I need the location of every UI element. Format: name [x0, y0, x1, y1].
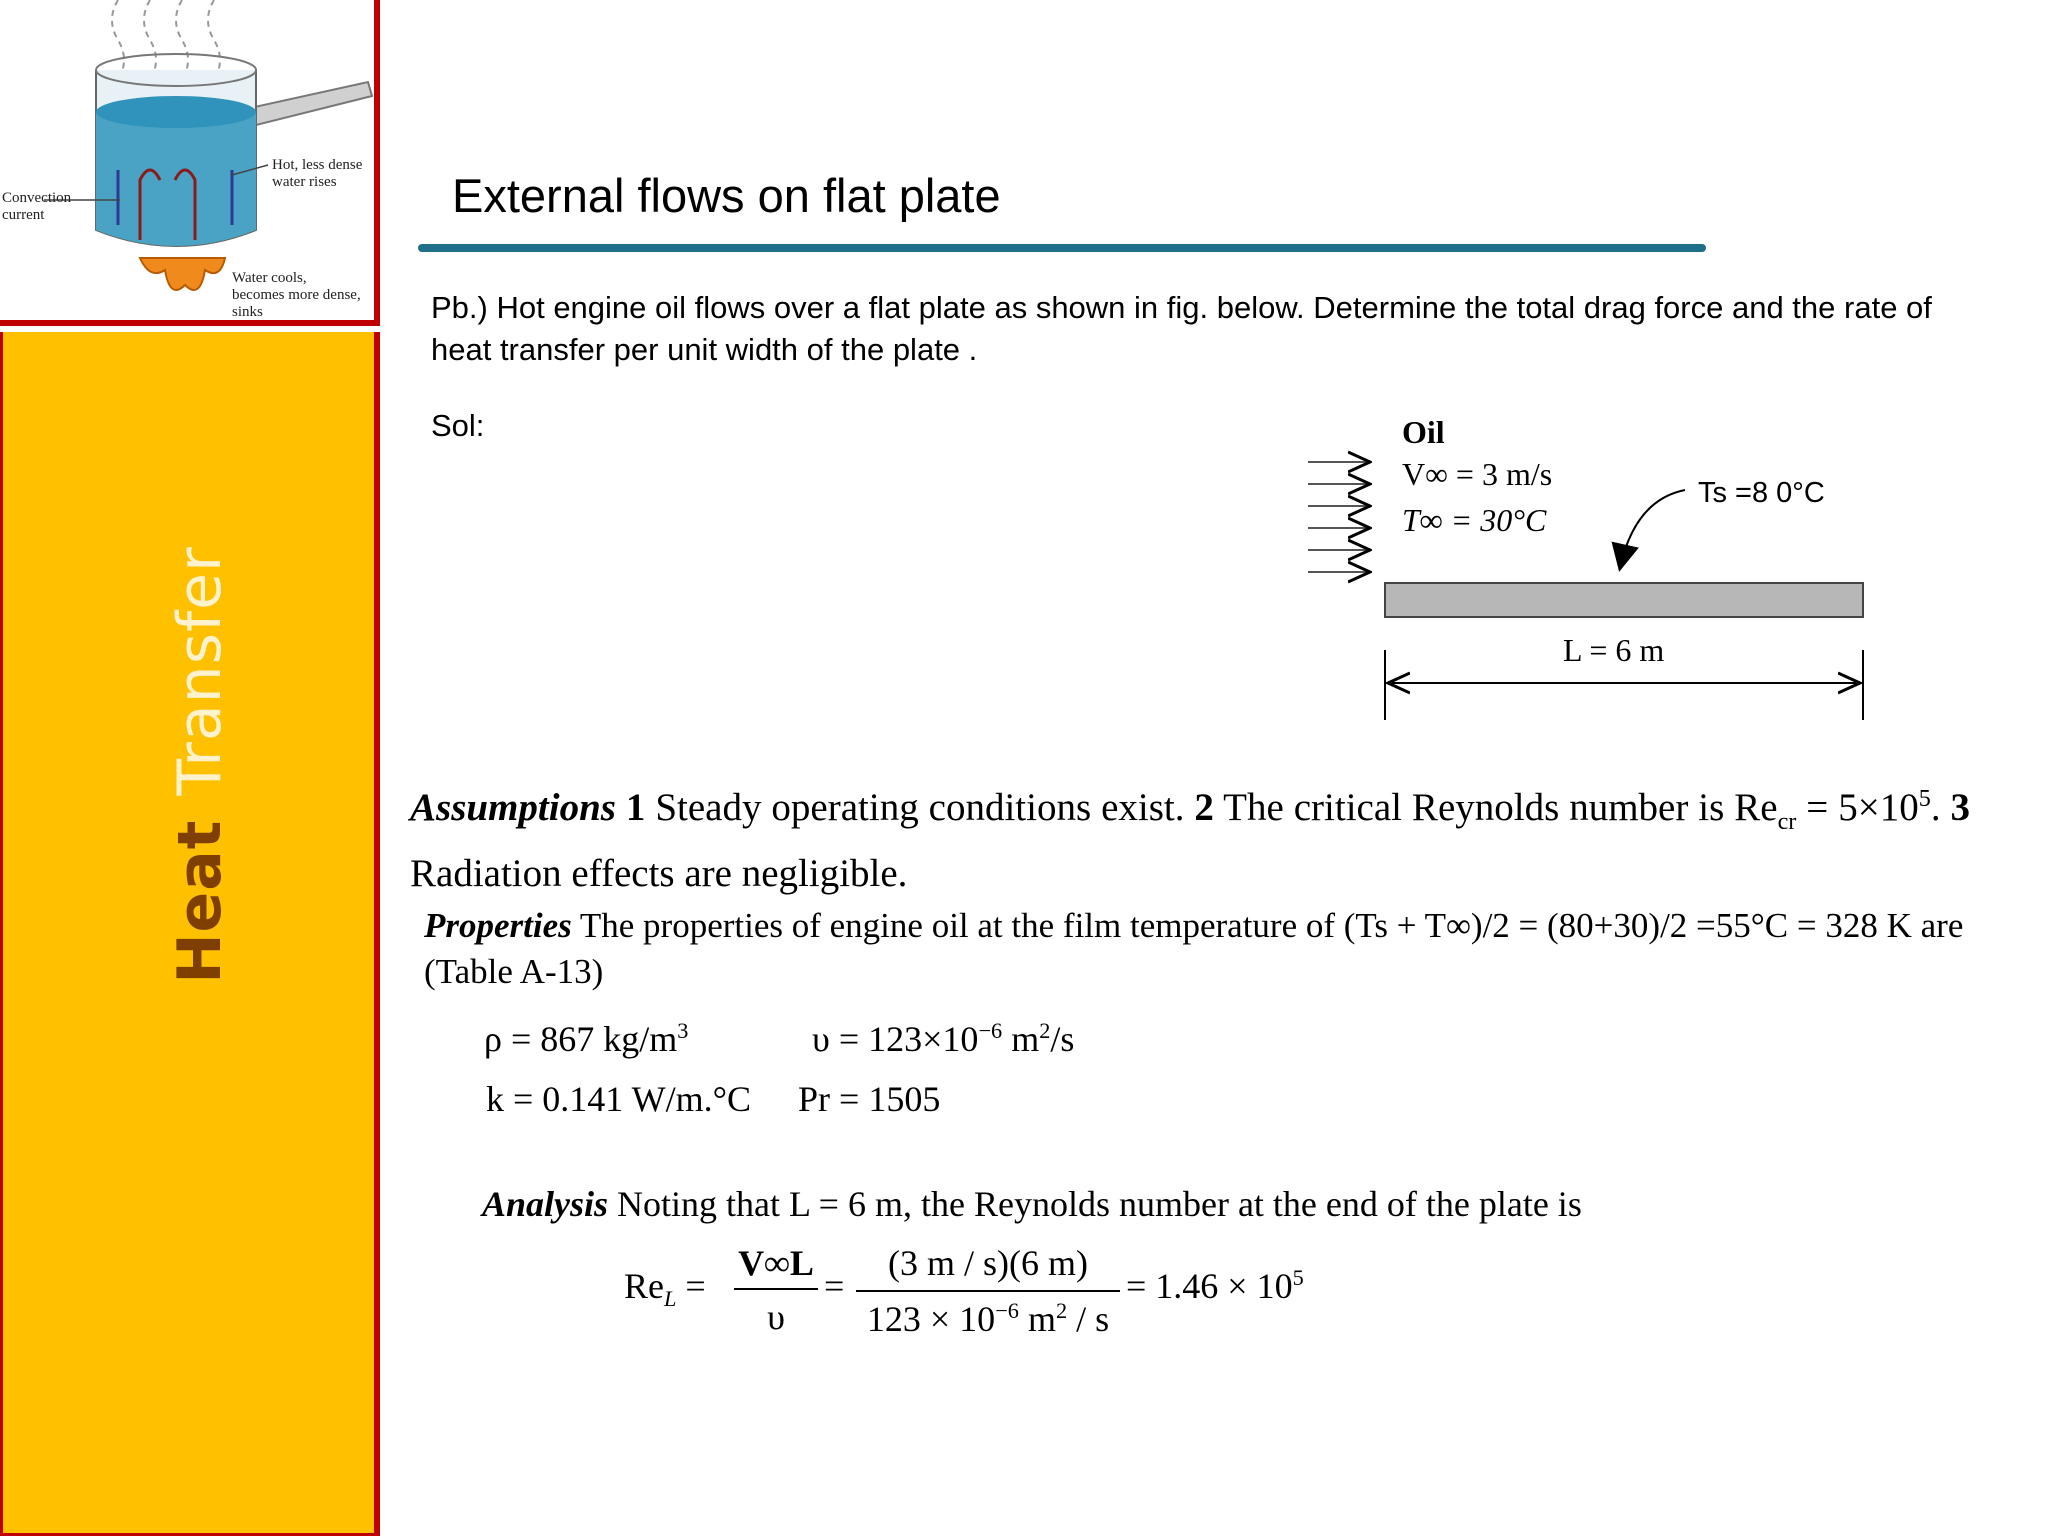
- cool-water-label: Water cools, becomes more dense, sinks: [232, 270, 361, 320]
- denominator-exponent: −6: [995, 1298, 1019, 1323]
- assumptions-heading: Assumptions: [410, 786, 616, 829]
- assumption-1-text: Steady operating conditions exist.: [645, 786, 1195, 829]
- density-value: [484, 1018, 688, 1060]
- assumption-2-text: The critical Reynolds number is Re: [1213, 786, 1778, 829]
- sidebar-title-word-heat: Heat: [165, 819, 235, 984]
- denominator-unit: m: [1018, 1299, 1056, 1339]
- reynolds-result: [1126, 1265, 1304, 1307]
- flat-plate: [1385, 583, 1863, 617]
- analysis-text: Noting that L = 6 m, the Reynolds number at the end of the plate is: [608, 1184, 1582, 1224]
- solution-label: Sol:: [431, 408, 485, 443]
- assumption-2-exponent: 5: [1918, 785, 1931, 812]
- assumption-number-3: 3: [1950, 786, 1971, 829]
- sidebar-course-title: [165, 546, 235, 983]
- convection-pot-illustration: [0, 0, 380, 326]
- properties-text: The properties of engine oil at the film temperature of (Ts + T∞)/2 = (80+30)/2 =55°C = 328 K are (Table A-13): [424, 906, 1964, 991]
- fraction-1-denominator: υ: [767, 1297, 785, 1337]
- denominator-coefficient: 123 × 10: [866, 1299, 996, 1339]
- analysis-paragraph: [482, 1183, 1582, 1225]
- properties-paragraph: [424, 903, 1984, 995]
- density-exponent: 3: [677, 1018, 689, 1043]
- fraction-2-numerator: (3 m / s)(6 m): [888, 1243, 1088, 1283]
- assumption-number-2: 2: [1194, 786, 1214, 829]
- assumption-2-end: .: [1930, 786, 1951, 829]
- viscosity-exponent: −6: [978, 1018, 1003, 1043]
- fraction-2-denominator: [856, 1298, 1120, 1340]
- viscosity-unit-exponent: 2: [1039, 1018, 1051, 1043]
- denominator-unit-exponent: 2: [1055, 1298, 1068, 1323]
- assumption-2-subscript: cr: [1777, 807, 1797, 835]
- properties-heading: Properties: [424, 906, 572, 945]
- reynolds-lhs: $Re_L$ =: [624, 1266, 706, 1312]
- result-exponent: 5: [1292, 1265, 1304, 1290]
- slide-title: External flows on flat plate: [452, 169, 1001, 222]
- equals-sign: =: [824, 1266, 845, 1306]
- fraction-2-bar: [856, 1290, 1120, 1292]
- prandtl-number-value: Pr = 1505: [798, 1079, 941, 1119]
- viscosity-unit-end: /s: [1050, 1019, 1075, 1059]
- velocity-label: V∞ = 3 m/s: [1402, 456, 1553, 492]
- thermal-conductivity-value: k = 0.141 W/m.°C: [486, 1079, 752, 1119]
- result-text: = 1.46 × 10: [1126, 1266, 1293, 1306]
- convection-current-label: Convection current: [2, 190, 72, 223]
- fraction-1-bar: [734, 1288, 818, 1290]
- fluid-label: Oil: [1402, 414, 1445, 450]
- sidebar-title-word-transfer: Transfer: [165, 546, 235, 796]
- plate-length-label: L = 6 m: [1563, 632, 1665, 668]
- reynolds-subscript: L: [664, 1286, 677, 1312]
- freestream-temp-label: T∞ = 30°C: [1402, 502, 1547, 538]
- hot-water-label: Hot, less dense water rises: [272, 157, 363, 190]
- surface-temp-label: Ts =8 0°C: [1698, 477, 1825, 509]
- density-text: ρ = 867 kg/m: [484, 1019, 678, 1059]
- analysis-heading: Analysis: [482, 1184, 609, 1224]
- flow-arrows: [1308, 462, 1368, 572]
- viscosity-text: υ = 123×10: [812, 1019, 979, 1059]
- surface-temp-arrow: [1620, 490, 1685, 568]
- problem-statement: Pb.) Hot engine oil flows over a flat plate as shown in fig. below. Determine the total drag force and the rate of heat transfer per unit width of the plate .: [431, 290, 1932, 367]
- assumption-2-value: = 5×10: [1796, 786, 1919, 829]
- kinematic-viscosity-value: [812, 1018, 1074, 1060]
- assumptions-paragraph: [410, 773, 1970, 900]
- title-underline: [418, 244, 1706, 252]
- denominator-unit-end: / s: [1067, 1299, 1110, 1339]
- assumption-3-text: Radiation effects are negligible.: [410, 851, 908, 895]
- fraction-1-numerator: V∞L: [738, 1243, 814, 1283]
- reynolds-symbol: Re: [624, 1266, 664, 1306]
- viscosity-unit: m: [1002, 1019, 1040, 1059]
- assumption-number-1: 1: [625, 786, 646, 829]
